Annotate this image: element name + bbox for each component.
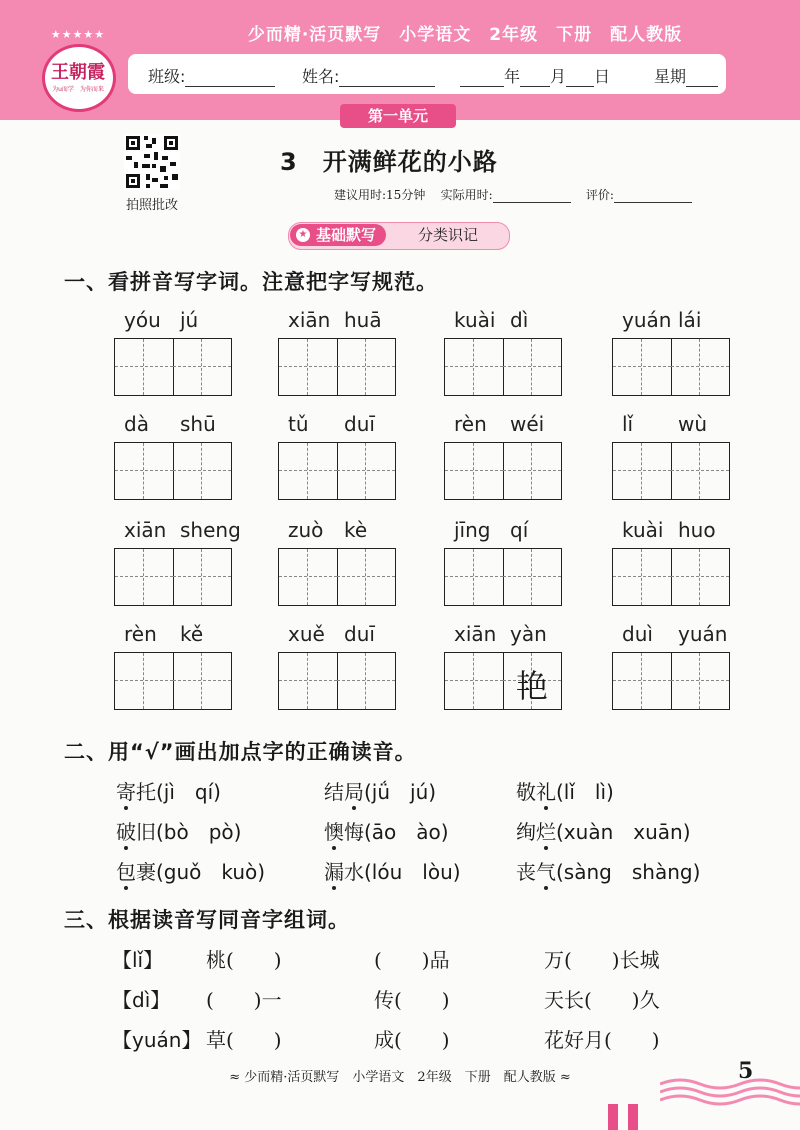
page-number: 5 (738, 1058, 754, 1084)
pronunciation-item[interactable] (516, 856, 700, 885)
filled-character: 艳 (515, 667, 548, 705)
pinyin-label: 【yuán】 (112, 1028, 202, 1052)
weekday-field[interactable]: 星期 (654, 64, 718, 87)
pinyin-label: 【dì】 (112, 988, 171, 1012)
writing-cell[interactable] (279, 443, 338, 499)
name-field[interactable]: 姓名: (302, 64, 435, 87)
brand-logo (36, 38, 120, 108)
pinyin-syllable: huo (678, 518, 716, 542)
category-badge: 基础默写 (290, 224, 386, 246)
pinyin-syllable: sheng (180, 518, 241, 542)
writing-cell[interactable] (613, 443, 672, 499)
word-char: 懊 (324, 820, 344, 844)
pronunciation-item[interactable] (116, 816, 241, 845)
word-char: 破 (116, 820, 136, 844)
pronunciation-item[interactable] (516, 816, 691, 845)
pronunciation-item[interactable] (116, 776, 221, 805)
pronunciation-item[interactable] (324, 816, 449, 845)
writing-cell[interactable] (337, 339, 395, 395)
pinyin-syllable: lái (678, 308, 702, 332)
pinyin-syllable: xiān (124, 518, 167, 542)
writing-grid (114, 338, 232, 396)
class-field[interactable]: 班级: (148, 64, 275, 87)
writing-grid (278, 548, 396, 606)
pinyin-syllable: lǐ (622, 412, 634, 436)
word-char: 悔 (344, 820, 364, 844)
pinyin-syllable: yuán (622, 308, 672, 332)
writing-grid (114, 442, 232, 500)
pinyin-syllable: yóu (124, 308, 161, 332)
time-info: 建议用时:15分钟 实际用时: 评价: (334, 186, 692, 203)
medal-icon: ★ (296, 228, 310, 242)
pinyin-syllable: kuài (454, 308, 496, 332)
writing-cell[interactable] (337, 549, 395, 605)
unit-tab: 第一单元 (340, 104, 456, 128)
writing-cell[interactable] (445, 339, 504, 395)
pinyin-syllable: duī (344, 622, 375, 646)
pinyin-options[interactable]: (bò pò) (156, 820, 242, 844)
section3-heading: 三、根据读音写同音字组词。 (64, 908, 350, 932)
pronunciation-item[interactable] (516, 776, 614, 805)
writing-cell[interactable] (279, 549, 338, 605)
writing-cell[interactable] (613, 653, 672, 709)
writing-cell[interactable] (671, 339, 729, 395)
writing-grid (278, 652, 396, 710)
pinyin-options[interactable]: (jǘ jú) (364, 780, 437, 804)
qr-code-icon[interactable] (124, 134, 180, 190)
writing-cell[interactable] (445, 549, 504, 605)
pinyin-options[interactable]: (guǒ kuò) (156, 860, 266, 884)
qr-label: 拍照批改 (125, 198, 178, 213)
pinyin-options[interactable]: (jì qí) (156, 780, 221, 804)
pinyin-options[interactable]: (lóu lòu) (364, 860, 461, 884)
footer-wave (660, 1070, 800, 1110)
writing-cell[interactable] (503, 549, 561, 605)
footer-bar (608, 1104, 618, 1130)
series-title: 少而精·活页默写 小学语文 2年级 下册 配人教版 (247, 25, 683, 45)
fill-blank[interactable]: 天长( )久 (544, 988, 660, 1012)
writing-grid (444, 548, 562, 606)
writing-cell[interactable] (279, 653, 338, 709)
writing-grid (612, 338, 730, 396)
pinyin-syllable: xiān (454, 622, 497, 646)
pinyin-syllable: qí (510, 518, 529, 542)
writing-cell[interactable] (173, 653, 231, 709)
writing-cell[interactable] (115, 653, 174, 709)
pinyin-syllable: duì (622, 622, 653, 646)
word-char: 旧 (136, 820, 156, 844)
writing-cell[interactable] (671, 443, 729, 499)
pinyin-syllable: huā (344, 308, 382, 332)
fill-blank[interactable]: 传( ) (374, 988, 450, 1012)
writing-cell[interactable] (279, 339, 338, 395)
pinyin-syllable: tǔ (288, 412, 309, 436)
pinyin-syllable: yàn (510, 622, 547, 646)
pinyin-syllable: kuài (622, 518, 664, 542)
pinyin-options[interactable]: (xuàn xuān) (556, 820, 691, 844)
writing-cell[interactable] (337, 443, 395, 499)
pinyin-syllable: jú (180, 308, 199, 332)
word-char: 水 (344, 860, 364, 884)
logo-text: 王朝霞 (51, 62, 105, 83)
writing-cell[interactable] (173, 549, 231, 605)
writing-grid (444, 652, 562, 710)
word-char: 礼 (536, 780, 556, 804)
word-char: 烂 (536, 820, 556, 844)
writing-cell[interactable] (613, 549, 672, 605)
writing-cell[interactable] (671, 653, 729, 709)
pronunciation-item[interactable] (116, 856, 265, 885)
writing-cell[interactable] (115, 443, 174, 499)
pronunciation-item[interactable] (324, 856, 461, 885)
student-info-box (128, 54, 726, 94)
word-char: 局 (344, 780, 364, 804)
fill-blank[interactable]: 桃( ) (206, 948, 282, 972)
writing-cell[interactable] (173, 443, 231, 499)
pronunciation-item[interactable] (324, 776, 436, 805)
footer-bar (628, 1104, 638, 1130)
writing-grid (278, 338, 396, 396)
pinyin-options[interactable]: (lǐ lì) (556, 780, 614, 804)
writing-grid (114, 548, 232, 606)
pinyin-syllable: dà (124, 412, 149, 436)
word-char: 气 (536, 860, 556, 884)
word-char: 绚 (516, 820, 536, 844)
word-char: 裹 (136, 860, 156, 884)
writing-cell[interactable] (445, 443, 504, 499)
fill-blank[interactable]: ( )一 (206, 988, 282, 1012)
writing-cell[interactable] (337, 653, 395, 709)
word-char: 丧 (516, 860, 536, 884)
pinyin-options[interactable]: (sàng shàng) (556, 860, 701, 884)
pinyin-syllable: wù (678, 412, 708, 436)
pinyin-options[interactable]: (āo ào) (364, 820, 449, 844)
date-field[interactable]: 年 月 日 (460, 64, 610, 87)
pinyin-syllable: zuò (288, 518, 324, 542)
pinyin-syllable: jīng (454, 518, 491, 542)
writing-cell[interactable] (115, 339, 174, 395)
fill-blank[interactable]: 成( ) (374, 1028, 450, 1052)
fill-blank[interactable]: 草( ) (206, 1028, 282, 1052)
writing-grid (612, 442, 730, 500)
word-char: 托 (136, 780, 156, 804)
lesson-title: 3 开满鲜花的小路 (280, 148, 498, 176)
pinyin-syllable: kè (344, 518, 368, 542)
pinyin-syllable: xuě (288, 622, 325, 646)
writing-cell[interactable] (503, 339, 561, 395)
pinyin-syllable: wéi (510, 412, 545, 436)
pinyin-syllable: shū (180, 412, 216, 436)
fill-blank[interactable]: ( )品 (374, 948, 450, 972)
writing-grid (612, 548, 730, 606)
writing-grid (444, 442, 562, 500)
writing-cell[interactable] (671, 549, 729, 605)
pinyin-syllable: xiān (288, 308, 331, 332)
writing-cell[interactable] (503, 653, 561, 709)
writing-cell[interactable] (173, 339, 231, 395)
section1-heading: 一、看拼音写字词。注意把字写规范。 (64, 270, 438, 294)
writing-cell[interactable] (115, 549, 174, 605)
pinyin-syllable: rèn (454, 412, 487, 436)
category-subtitle: 分类识记 (418, 226, 479, 244)
section2-heading: 二、用“√”画出加点字的正确读音。 (64, 740, 417, 764)
pinyin-label: 【lǐ】 (112, 948, 164, 972)
writing-grid (444, 338, 562, 396)
word-char: 敬 (516, 780, 536, 804)
pinyin-syllable: rèn (124, 622, 157, 646)
word-char: 漏 (324, 860, 344, 884)
pinyin-syllable: duī (344, 412, 375, 436)
pinyin-syllable: kě (180, 622, 204, 646)
writing-grid (278, 442, 396, 500)
fill-blank[interactable]: 万( )长城 (544, 948, 660, 972)
word-char: 寄 (116, 780, 136, 804)
word-char: 包 (116, 860, 136, 884)
word-char: 结 (324, 780, 344, 804)
pinyin-syllable: yuán (678, 622, 728, 646)
writing-grid (612, 652, 730, 710)
writing-cell[interactable] (445, 653, 504, 709)
writing-cell[interactable] (613, 339, 672, 395)
fill-blank[interactable]: 花好月( ) (544, 1028, 660, 1052)
logo-subtext: 为u而学 为你而来 (52, 86, 104, 93)
pinyin-syllable: dì (510, 308, 529, 332)
writing-cell[interactable] (503, 443, 561, 499)
footer-title: ≈ 少而精·活页默写 小学语文 2年级 下册 配人教版 ≈ (229, 1070, 571, 1085)
logo-stars: ★★★★★ (50, 28, 106, 41)
writing-grid (114, 652, 232, 710)
